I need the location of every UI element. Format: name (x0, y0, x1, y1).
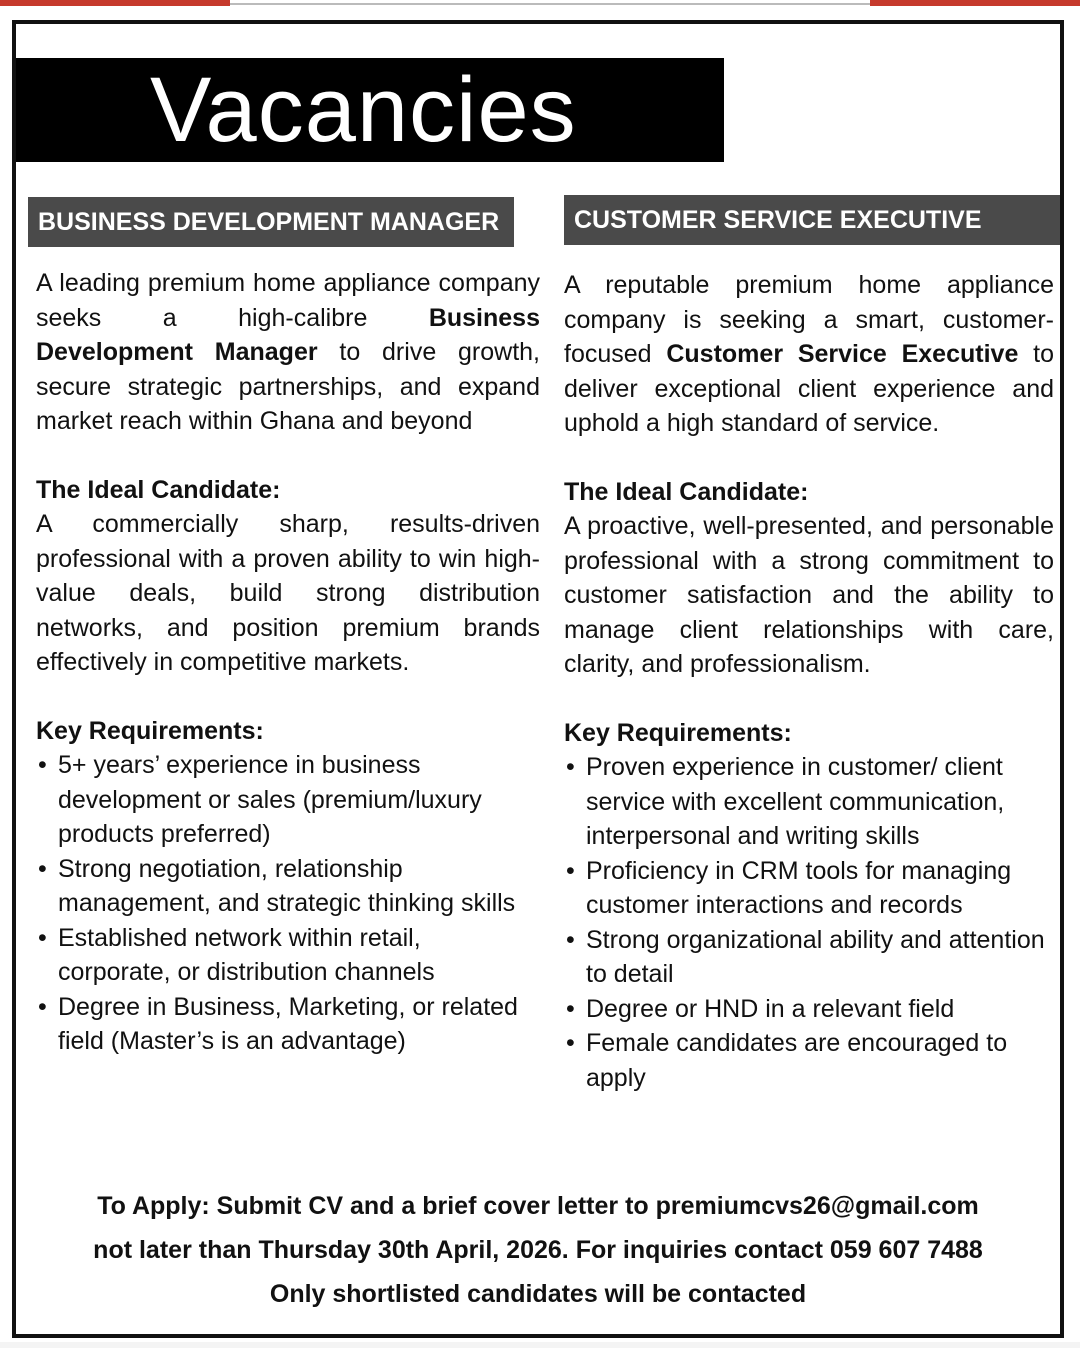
key-requirements-heading: Key Requirements: (564, 718, 792, 747)
top-divider (230, 3, 870, 5)
customer-service-intro (564, 268, 1054, 441)
section-heading-customer-service: CUSTOMER SERVICE EXECUTIVE (564, 195, 1060, 245)
apply-line-shortlist: Only shortlisted candidates will be contacted (269, 1280, 807, 1308)
intro-role: Business Development Manager (36, 303, 540, 366)
section-heading-business-development: BUSINESS DEVELOPMENT MANAGER (28, 197, 514, 247)
bottom-strip (0, 1342, 1080, 1348)
list-item: • Strong organizational ability and attention to detail (566, 925, 1045, 988)
ideal-candidate-heading: The Ideal Candidate: (36, 475, 281, 504)
list-item: • 5+ years’ experience in business development or sales (premium/luxury products preferred) (38, 751, 482, 848)
advert-frame (12, 20, 1064, 1338)
intro-role: Customer Service Executive (666, 340, 1019, 368)
list-item: • Established network within retail, corporate, or distribution channels (38, 923, 435, 986)
ideal-candidate-heading: The Ideal Candidate: (564, 477, 809, 506)
customer-service-column (564, 268, 1054, 1095)
key-requirements-heading: Key Requirements: (36, 716, 264, 745)
apply-line-deadline: not later than Thursday 30th April, 2026. For inquiries contact 059 607 7488 (93, 1236, 983, 1264)
ideal-candidate-text: A commercially sharp, results-driven professional with a proven ability to win high-value deals, build strong distribution networks, and position premium brands effectively in competitive markets. (36, 510, 540, 676)
intro-text: A reputable premium home appliance company is seeking a smart, customer-focused (564, 271, 1054, 368)
apply-line-email: To Apply: Submit CV and a brief cover letter to premiumcvs26@gmail.com (97, 1192, 979, 1220)
title-band (16, 58, 724, 162)
top-red-bar-left (0, 0, 230, 6)
top-red-bar-right (870, 0, 1080, 6)
requirements-list (36, 748, 540, 1059)
requirements-list (564, 750, 1054, 1095)
business-development-intro (36, 266, 540, 439)
intro-text: A leading premium home appliance company seeks a high-calibre (36, 269, 540, 332)
list-item: • Proven experience in customer/ client service with excellent communication, interpersonal and writing skills (566, 753, 1005, 850)
list-item: • Degree in Business, Marketing, or related field (Master’s is an advantage) (38, 992, 518, 1055)
ideal-candidate-text: A proactive, well-presented, and personable professional with a strong commitment to customer satisfaction and the ability to manage client relationships with care, clarity, and professionalism. (564, 512, 1054, 678)
intro-text-end: to drive growth, secure strategic partnerships, and expand market reach within Ghana and beyond (36, 338, 540, 435)
page-title: Vacancies (150, 59, 577, 161)
list-item: • Proficiency in CRM tools for managing customer interactions and records (566, 856, 1012, 919)
business-development-column (36, 266, 540, 1059)
intro-text-end: to deliver exceptional client experience and uphold a high standard of service. (564, 340, 1054, 437)
application-instructions (16, 1184, 1060, 1316)
list-item: • Degree or HND in a relevant field (566, 994, 955, 1023)
top-strip (0, 0, 1080, 9)
list-item: • Female candidates are encouraged to apply (566, 1029, 1008, 1092)
list-item: • Strong negotiation, relationship management, and strategic thinking skills (38, 854, 516, 917)
